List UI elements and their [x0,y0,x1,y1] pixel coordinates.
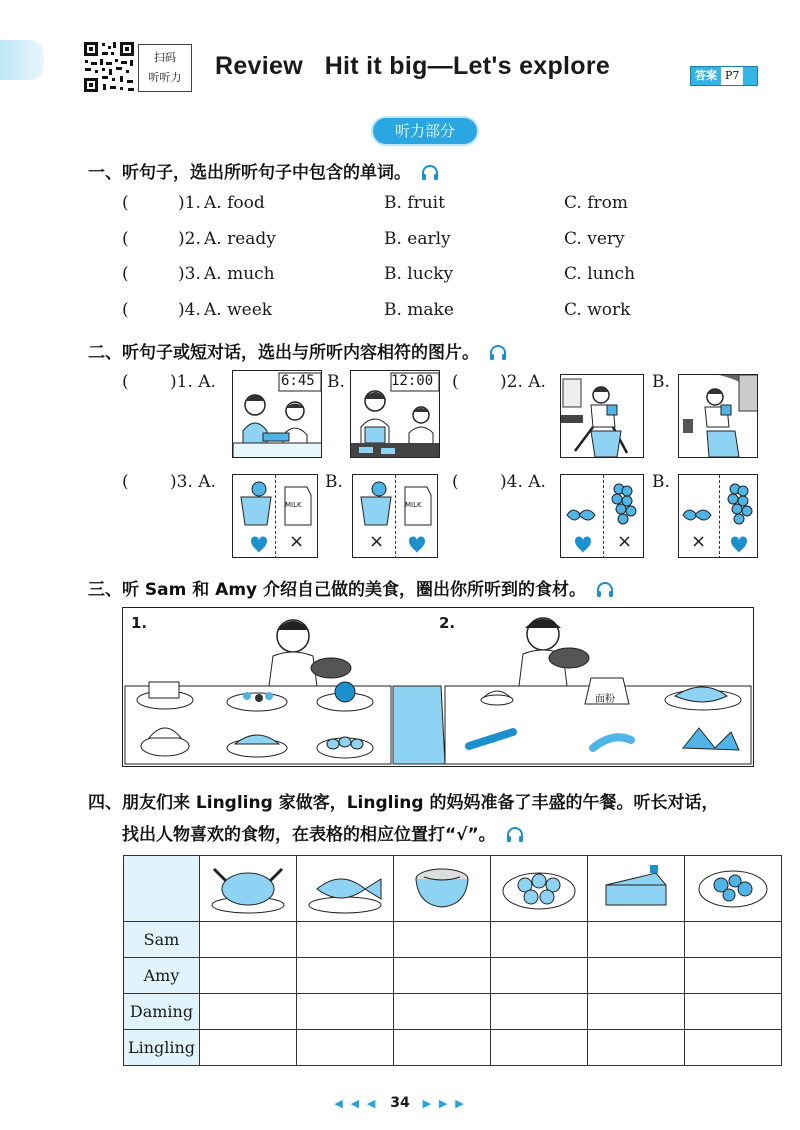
table-row [124,994,782,1030]
table-row [124,958,782,994]
section2-title [88,338,507,363]
previous-arrows-icon[interactable]: ◀ ◀ ◀ [334,1097,378,1110]
answer-cell[interactable] [491,1030,588,1066]
answer-cell[interactable] [200,1030,297,1066]
panel-1-label: 1. [131,614,148,632]
answer-cell[interactable] [588,1030,685,1066]
answer-cell[interactable] [297,958,394,994]
section2-title-text: 二、听句子或短对话，选出与所听内容相符的图片。 [88,343,479,363]
clock-time-a: 6:45 [281,373,315,389]
option-c: C. work [564,300,631,320]
column-fish [297,856,394,922]
cross-mark: × [369,531,385,552]
picture-2-2-a[interactable] [560,374,644,458]
table-header-row [124,856,782,922]
question-1-3 [122,264,682,288]
question-1-2 [122,229,682,253]
option-b-label: B. [652,472,670,492]
bread-icon [149,682,179,698]
table-row [124,922,782,958]
food-preference-table [123,855,782,1066]
option-a: A. food [204,193,265,213]
question-1-4 [122,300,682,324]
section4-title-line2 [122,820,524,845]
answer-page-number: P7 [721,67,743,85]
table-row [124,1030,782,1066]
answer-blank[interactable]: ( [122,264,129,284]
answer-blank[interactable]: ( [452,372,459,392]
answer-blank[interactable]: ( [452,472,459,492]
man-reading-outdoors-icon [679,375,758,458]
scan-to-listen-box[interactable] [138,44,192,92]
answer-cell[interactable] [491,922,588,958]
section4-title-line2-text: 找出人物喜欢的食物，在表格的相应位置打“√”。 [122,825,496,845]
answer-cell[interactable] [588,994,685,1030]
option-c: C. from [564,193,628,213]
answer-blank[interactable]: ( [122,193,129,213]
answer-blank[interactable]: ( [122,229,129,249]
question-1-1 [122,193,682,217]
section3-title-text: 三、听 Sam 和 Amy 介绍自己做的美食，圈出你所听到的食材。 [88,580,587,600]
answer-cell[interactable] [588,922,685,958]
option-b: B. lucky [384,264,454,284]
flour-bag-label: 面粉 [595,694,615,705]
dumplings-icon [499,859,579,915]
answer-cell[interactable] [394,922,491,958]
column-salad [685,856,782,922]
picture-2-3-b[interactable] [352,474,438,558]
section1-title [88,158,439,183]
question-number: )4. A. [500,472,546,492]
row-name-sam: Sam [124,922,200,958]
panel-2-label: 2. [439,614,456,632]
row-name-daming: Daming [124,994,200,1030]
sam-and-amy-cooking-scene [123,608,753,766]
answer-cell[interactable] [394,1030,491,1066]
option-b: B. fruit [384,193,445,213]
answer-cell[interactable] [491,958,588,994]
answer-cell[interactable] [200,958,297,994]
page-footer [0,1095,800,1111]
picture-2-4-a[interactable] [560,474,644,558]
question-number: )2. [178,229,201,249]
option-b: B. early [384,229,451,249]
section3-title [88,575,614,600]
picture-2-1-a[interactable] [232,370,322,458]
question-number: )3. A. [170,472,216,492]
column-dumplings [491,856,588,922]
section1-title-text: 一、听句子，选出所听句子中包含的单词。 [88,163,411,183]
noodles-bowl-icon [402,859,482,915]
answer-cell[interactable] [297,922,394,958]
row-name-lingling: Lingling [124,1030,200,1066]
next-arrows-icon[interactable]: ▶ ▶ ▶ [422,1097,466,1110]
answer-blank[interactable]: ( [122,300,129,320]
ingredients-picture-box [122,607,754,767]
headphones-icon[interactable] [506,827,524,843]
section4-title-line1: 四、朋友们来 Lingling 家做客，Lingling 的妈妈准备了丰盛的午餐。听长对话， [88,793,719,813]
cross-mark: × [289,531,305,552]
answer-page-badge[interactable] [690,66,758,86]
question-number: )2. A. [500,372,546,392]
answer-cell[interactable] [394,994,491,1030]
milk-label: MILK [285,501,302,509]
answer-cell[interactable] [685,958,782,994]
option-b-label: B. [325,472,343,492]
man-reading-at-desk-icon [561,375,644,458]
option-b-label: B. [327,372,345,392]
headphones-icon[interactable] [421,165,439,181]
answer-blank[interactable]: ( [122,472,129,492]
column-chicken [200,856,297,922]
answer-cell[interactable] [297,1030,394,1066]
listening-section-label: 听力部分 [373,118,477,144]
column-cake [588,856,685,922]
clock-time-b: 12:00 [391,373,434,389]
option-a: A. week [204,300,273,320]
page-title: Review Hit it big—Let's explore [215,52,611,80]
question-number: )1. A. [170,372,216,392]
answer-cell[interactable] [685,922,782,958]
answer-label: 答案 [695,69,717,82]
question-2-1-label [122,372,216,392]
picture-2-2-b[interactable] [678,374,758,458]
question-number: )1. [178,193,201,213]
answer-cell[interactable] [394,958,491,994]
qr-code-icon[interactable] [82,40,136,94]
option-b-label: B. [652,372,670,392]
fish-icon [305,859,385,915]
option-b: B. make [384,300,454,320]
answer-cell[interactable] [491,994,588,1030]
answer-cell[interactable] [200,994,297,1030]
salad-icon [693,859,773,915]
chicken-icon [208,859,288,915]
headphones-icon[interactable] [489,345,507,361]
answer-blank[interactable]: ( [122,372,129,392]
picture-2-3-a[interactable] [232,474,318,558]
question-number: )3. [178,264,201,284]
answer-cell[interactable] [685,1030,782,1066]
answer-cell[interactable] [297,994,394,1030]
option-a: A. ready [204,229,276,249]
answer-cell[interactable] [588,958,685,994]
question-2-4-label [452,472,546,492]
scan-label-line1: 扫码 [154,51,176,64]
question-2-2-label [452,372,546,392]
cross-mark: × [691,531,707,552]
headphones-icon[interactable] [596,582,614,598]
picture-2-4-b[interactable] [678,474,758,558]
answer-cell[interactable] [200,922,297,958]
scan-label-line2: 听听力 [148,71,182,84]
question-2-3-label [122,472,216,492]
option-c: C. very [564,229,625,249]
cake-icon [596,859,676,915]
milk-label: MILK [405,501,422,509]
option-c: C. lunch [564,264,636,284]
cross-mark: × [617,531,633,552]
page-number: 34 [390,1095,410,1111]
table-corner-cell [124,856,200,922]
option-a: A. much [204,264,275,284]
row-name-amy: Amy [124,958,200,994]
picture-2-1-b[interactable] [350,370,440,458]
column-noodles [394,856,491,922]
corner-tab-decoration [0,40,44,80]
question-number: )4. [178,300,201,320]
answer-cell[interactable] [685,994,782,1030]
